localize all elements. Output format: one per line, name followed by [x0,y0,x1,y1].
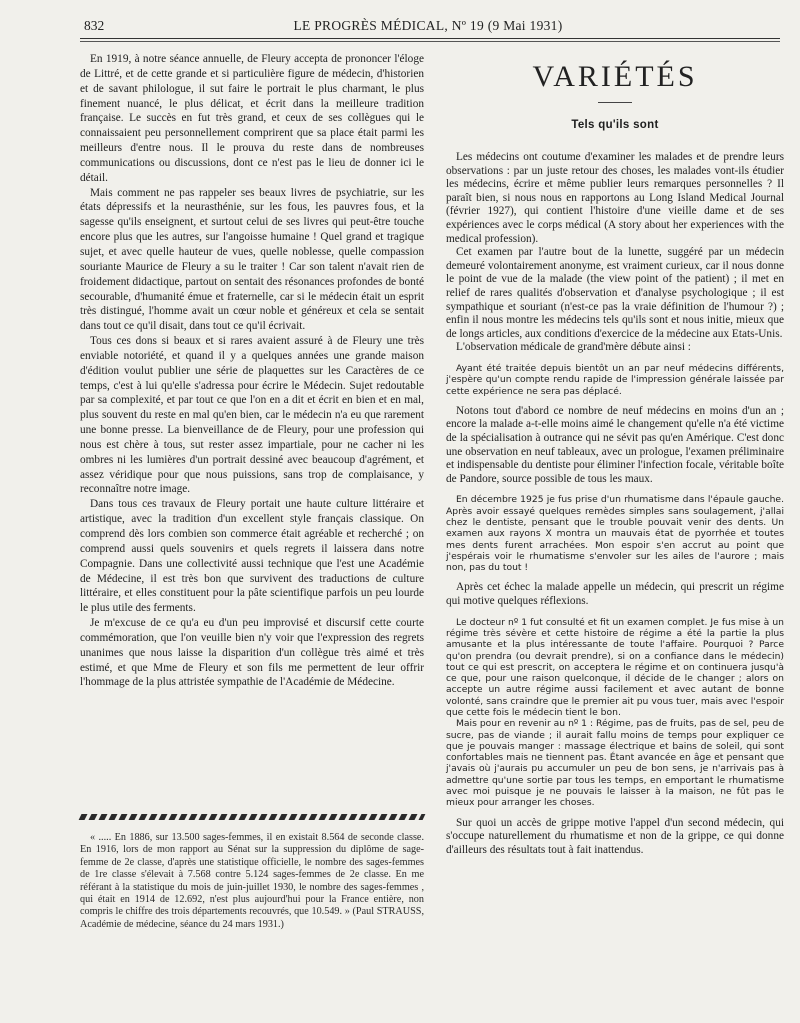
quote-text: Ayant été traitée depuis bientôt un an par neuf médecins différents, j'espère qu'un compte rendu rapide de l'impression générale laissée par cette expérience ne sera pas déplacé. [446,362,784,397]
paragraph: Après cet échec la malade appelle un médecin, qui prescrit un régime qui motive quelques réflexions. [446,581,784,608]
section-divider [79,814,426,820]
quotation [446,494,784,573]
paragraph: Notons tout d'abord ce nombre de neuf médecins en moins d'un an ; encore la malade a-t-elle moins aimé le changement qu'elle n'a été victime de la spécialisation à outrance qui ne sévit pas qu'en Amérique. C'est donc une observation en neuf tableaux, avec un prologue, l'examen préliminaire et indispensable du dentiste pour éliminer l'infection focale, véritable boîte de Pandore, source possible de tous les maux. [446,404,784,485]
header-rule [80,38,780,39]
paragraph: Mais comment ne pas rappeler ses beaux livres de psychiatrie, sur les états dépressifs et la neurasthénie, sur les fous, les pauvres fous, et la sagesse qu'ils enseignent, et surtout celui de ses livres qui peut-être touche encore plus que les autres, sur l'angoisse humaine ! Quel grand et tragique sujet, et avec quelle hauteur de vues, quelle noblesse, quelle compassion souriante Maurice de Fleury a su le traiter ! Car son talent n'avait rien de froidement didactique, partout on sentait des résonances profondes de bonté secourable, d'humanité émue et fraternelle, car si le médecin était un esprit très distingué, l'homme avait un cœur noble et généreux et cela se sentait dans tout ce qu'il disait, dans tout ce qu'il écrivait. [80,186,424,333]
left-column [80,52,424,690]
paragraph: En 1919, à notre séance annuelle, de Fleury accepta de prononcer l'éloge de Littré, et de cette grande et si particulière figure de médecin, d'historien et de savant philologue, il sut faire le portrait le plus charmant, le plus finement nuancé, le plus délicat, et écrit dans la meilleure tradition française. Le succès en fut très grand, et ceux de ses collègues qui le connaissaient peu personnellement comprirent que sa place était parmi les meilleurs d'entre nous. Il le prouva du reste dans de nombreuses communications ou discussions, dont ce n'est pas le lieu de donner ici le détail. [80,53,424,184]
running-title: LE PROGRÈS MÉDICAL, Nº 19 (9 Mai 1931) [293,18,563,33]
paragraph: Je m'excuse de ce qu'a eu d'un peu improvisé et discursif cette courte commémoration, que l'on veuille bien n'y voir que l'expression des regrets unanimes que nous laisse la disparition d'un collègue très aimé et très estimé, et que Mme de Fleury et son fils me permettent de leur offrir l'hommage de la plus attristée sympathie de l'Académie de Médecine. [80,617,424,689]
paragraph: Sur quoi un accès de grippe motive l'appel d'un second médecin, qui s'occupe naturellement du rhumatisme et non de la grippe, ce qui donne d'ailleurs des résultats tout à fait inattendus. [446,816,784,856]
quote-text: Mais pour en revenir au nº 1 : Régime, pas de fruits, pas de sel, peu de sucre, pas de viande ; il aurait fallu moins de temps pour expliquer ce que je pouvais manger : massage électrique et bains de soleil, qui sont confortables mais ne tiennent pas. Étant avancée en âge et pensant que j'avais où j'aurais pu accumuler un peu de bon sens, je n'arrivais pas à admettre qu'une sortie par tous les temps, en emportant le rhumatisme avec moi puisque je ne pouvais le laisser à la maison, ne fût pas le mieux pour arranger les choses. [446,718,784,809]
paragraph: Les médecins ont coutume d'examiner les malades et de prendre leurs observations : par un juste retour des choses, les malades vont-ils étudier les médecins, écrire et même publier leurs remarques personnelles ? Il paraît bien, si nous nous en rapportons au Long Island Medical Journal (février 1927), qui contient l'histoire d'une vieille dame et de ses expériences avec le corps médical (A story about her experiences with the medical profession). [446,151,784,245]
title-rule [598,102,632,103]
paragraph: Tous ces dons si beaux et si rares avaient assuré à de Fleury une très enviable notoriété, et quand il y a quelques années une grande maison d'édition voulut publier une série de plaquettes sur les Caractères de ce temps, c'est à lui qu'elle s'adressa pour écrire le Médecin. Sujet redoutable par sa complexité, et par tout ce que l'on en a dit et écrit en bien et en mal, plus souvent du reste en mal qu'en bien, car le médecin n'a eu que rarement une bonne presse. La bienveillance de de Fleury, pour une profession qui nous est chère à tous, sut rester assez impartiale, pour ne cacher ni les ombres ni les lumières d'un portrait dessiné avec beaucoup d'agrément, et assez véridique pour que nous puissions, sans trop de complaisance, y reconnaître notre image. [80,335,424,496]
quotation [446,363,784,397]
paragraph: Cet examen par l'autre bout de la lunette, suggéré par un médecin demeuré volontairement anonyme, est vraiment curieux, car il nous donne le point de vue de la malade (the view point of the patient) ; il met en relief de rares qualités d'observation et d'analyse psychologique ; il est sympathique et souriant (n'est-ce pas la vraie définition de l'humour ?) ; enfin il nous montre les médecins tels qu'ils sont et nous initie, mieux que de longs articles, aux conditions d'exercice de la médecine aux Etats-Unis. [446,246,784,340]
paragraph: L'observation médicale de grand'mère débute ainsi : [456,341,691,354]
section-title: VARIÉTÉS [532,60,698,93]
footnote-text: « ..... En 1886, sur 13.500 sages-femmes, il en existait 8.564 de seconde classe. En 1916, lors de mon rapport au Sénat sur la suppression du diplôme de sage-femme de 2e classe, d'après une statistique officielle, le nombre des sages-femmes de 1re classe s'élevait à 7.568 contre 5.124 sages-femmes de 2e classe. En me référant à la statistique du mois de juin-juillet 1930, le nombre des sages-femmes , qui était en 1914 de 12.692, n'est plus aujourd'hui pour la France entière, non compris le chiffre des trois départements recouvrés, que 10.549. » (Paul STRAUSS, Académie de médecine, séance du 24 mars 1931.) [80,832,424,930]
page-header [78,14,778,36]
quote-text: En décembre 1925 je fus prise d'un rhumatisme dans l'épaule gauche. Après avoir essayé quelques remèdes simples sans soulagement, j'allai chez le dentiste, pensant que le trouble pouvait venir des dents. Un examen aux rayons X montra un mauvais état de pyorrhée et toutes mes dents furent arrachées. Mon espoir s'en accrut au point que j'espérais voir le rhumatisme s'envoler sur les ailes de l'aurore ; mais non, pas du tout ! [446,494,784,574]
quote-text: Le docteur nº 1 fut consulté et fit un examen complet. Je fus mise à un régime très sévère et cette histoire de régime a été la partie la plus amusante et la plus intéressante de toute l'affaire. Pourquoi ? Parce qu'on prendra (ou devrait prendre), si on a confiance dans le médecin) tout ce qui est prescrit, on acceptera le régime et on continuera jusqu'à ce que, pour une raison quelconque, il décide de le changer ; alors on accepte un autre régime aussi facilement et avec autant de bonne volonté, sans craindre que le premier ait pu vous tuer, mais avec l'espoir que cette fois le médecin tient le bon. [446,616,784,718]
article-body [446,151,784,857]
right-column [446,60,784,857]
page-number: 832 [84,18,105,33]
article-subtitle: Tels qu'ils sont [571,119,659,131]
footnote [80,832,424,931]
paragraph: Dans tous ces travaux de Fleury portait une haute culture littéraire et artistique, avec la tradition d'un excellent style français classique. On comprend dès lors combien son commerce était agréable et recherché ; on comprend aussi quels souvenirs et quels regrets il laissera dans notre Compagnie. Dans une collectivité aussi technique que l'est une Académie de Médecine, il est très bon que survivent des traductions de culture littéraire, et elles constituent pour la pâte scientifique parfois un peu lourde le plus utile des ferments. [80,498,424,615]
header-rule-thin [80,41,780,42]
quotation [446,617,784,809]
